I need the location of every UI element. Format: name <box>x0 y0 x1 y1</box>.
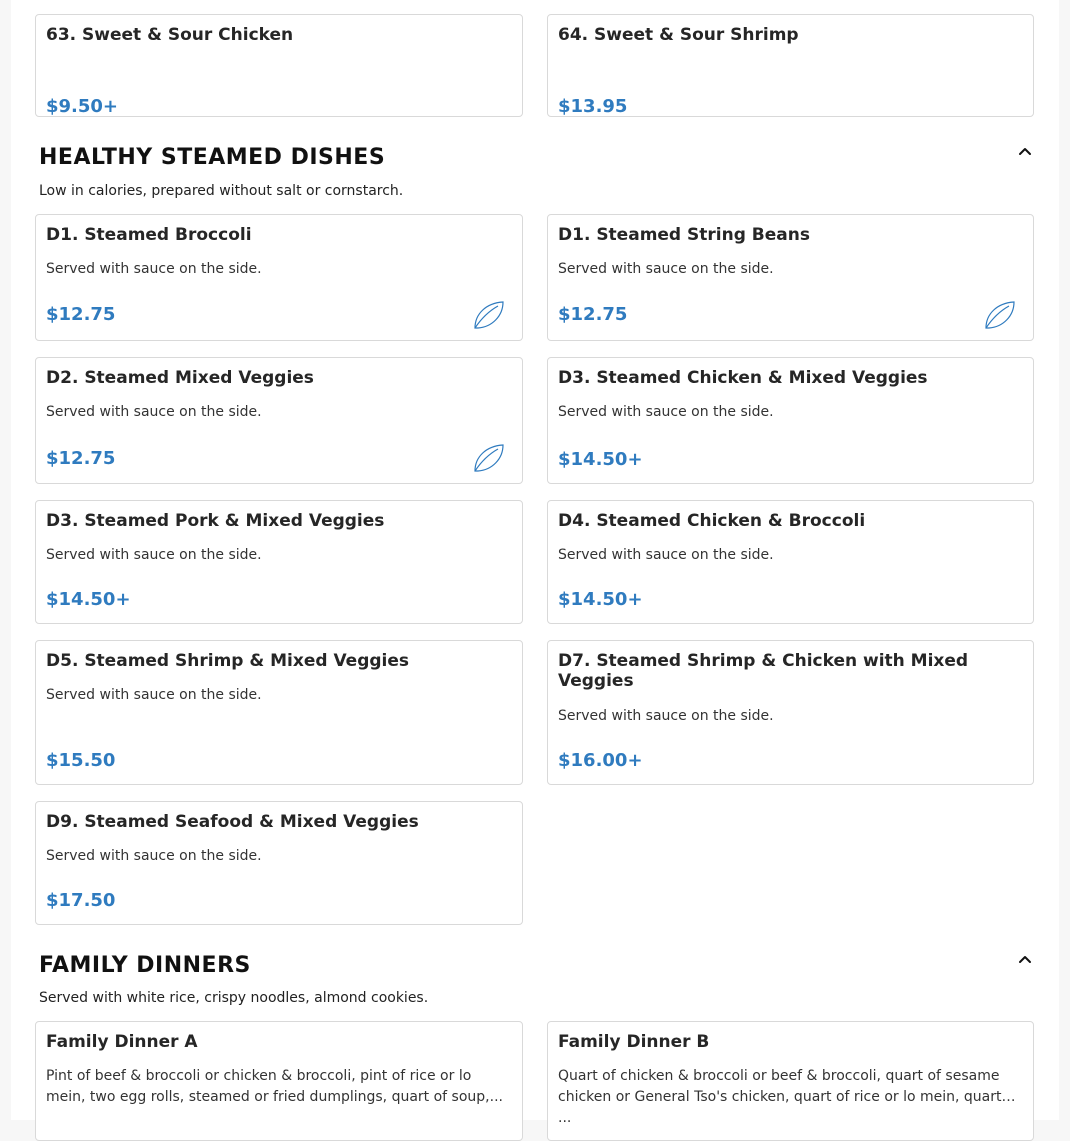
menu-item-name: D3. Steamed Chicken & Mixed Veggies <box>558 368 928 388</box>
menu-item-card[interactable] <box>35 500 523 624</box>
menu-item-name: D4. Steamed Chicken & Broccoli <box>558 511 866 531</box>
menu-item-price: $16.00+ <box>558 750 643 771</box>
menu-item-name: D1. Steamed Broccoli <box>46 225 252 245</box>
menu-item-price: $13.95 <box>558 96 628 117</box>
menu-item-name: D9. Steamed Seafood & Mixed Veggies <box>46 812 419 832</box>
menu-item-card[interactable] <box>35 357 523 484</box>
menu-item-card[interactable] <box>547 357 1034 484</box>
menu-item-card[interactable] <box>35 214 523 341</box>
menu-item-description: Served with sauce on the side. <box>46 404 262 420</box>
menu-item-name: Family Dinner A <box>46 1032 198 1052</box>
menu-item-description: Served with sauce on the side. <box>558 708 774 724</box>
menu-item-card[interactable] <box>35 640 523 785</box>
menu-item-description: Served with sauce on the side. <box>558 547 774 563</box>
menu-item-name: D5. Steamed Shrimp & Mixed Veggies <box>46 651 410 671</box>
menu-item-price: $14.50+ <box>46 589 131 610</box>
leaf-icon <box>472 300 506 330</box>
menu-item-name: 63. Sweet & Sour Chicken <box>46 25 294 45</box>
menu-item-name: D1. Steamed String Beans <box>558 225 810 245</box>
section-title: HEALTHY STEAMED DISHES <box>39 145 386 170</box>
section-description: Served with white rice, crispy noodles, almond cookies. <box>39 990 429 1006</box>
menu-item-description: Pint of beef & broccoli or chicken & broccoli, pint of rice or lo mein, two egg rolls, steamed or fried dumplings, quart of soup,... <box>46 1068 503 1105</box>
leaf-icon <box>983 300 1017 330</box>
menu-item-name: D2. Steamed Mixed Veggies <box>46 368 314 388</box>
menu-item-card[interactable] <box>35 14 523 117</box>
menu-item-description: Served with sauce on the side. <box>46 848 262 864</box>
menu-item-description: Served with sauce on the side. <box>46 687 262 703</box>
menu-item-price: $12.75 <box>46 304 116 325</box>
menu-item-price: $15.50 <box>46 750 116 771</box>
menu-item-price: $12.75 <box>46 448 116 469</box>
menu-item-card[interactable] <box>547 214 1034 341</box>
section-title: FAMILY DINNERS <box>39 953 251 978</box>
menu-item-price: $14.50+ <box>558 589 643 610</box>
menu-item-name: D3. Steamed Pork & Mixed Veggies <box>46 511 385 531</box>
menu-item-card[interactable] <box>547 1021 1034 1141</box>
menu-item-description: Served with sauce on the side. <box>46 261 262 277</box>
menu-item-card[interactable] <box>35 801 523 925</box>
menu-item-card[interactable] <box>547 500 1034 624</box>
menu-item-price: $14.50+ <box>558 449 643 470</box>
menu-item-price: $17.50 <box>46 890 116 911</box>
menu-item-card[interactable] <box>547 640 1034 785</box>
section-description: Low in calories, prepared without salt or cornstarch. <box>39 183 404 199</box>
menu-item-description: Served with sauce on the side. <box>558 261 774 277</box>
menu-item-name: Family Dinner B <box>558 1032 710 1052</box>
menu-item-card[interactable] <box>35 1021 523 1141</box>
menu-item-name: 64. Sweet & Sour Shrimp <box>558 25 799 45</box>
menu-item-price: $9.50+ <box>46 96 119 117</box>
menu-item-name: D7. Steamed Shrimp & Chicken with Mixed Veggies <box>558 651 969 691</box>
menu-item-description: Quart of chicken & broccoli or beef & broccoli, quart of sesame chicken or General Tso's chicken, quart of rice or lo mein, quart ... <box>558 1068 1002 1126</box>
menu-item-description: Served with sauce on the side. <box>558 404 774 420</box>
menu-item-price: $12.75 <box>558 304 628 325</box>
chevron-up-icon[interactable] <box>1015 949 1035 969</box>
menu-item-description: Served with sauce on the side. <box>46 547 262 563</box>
chevron-up-icon[interactable] <box>1015 141 1035 161</box>
menu-item-card[interactable] <box>547 14 1034 117</box>
leaf-icon <box>472 443 506 473</box>
